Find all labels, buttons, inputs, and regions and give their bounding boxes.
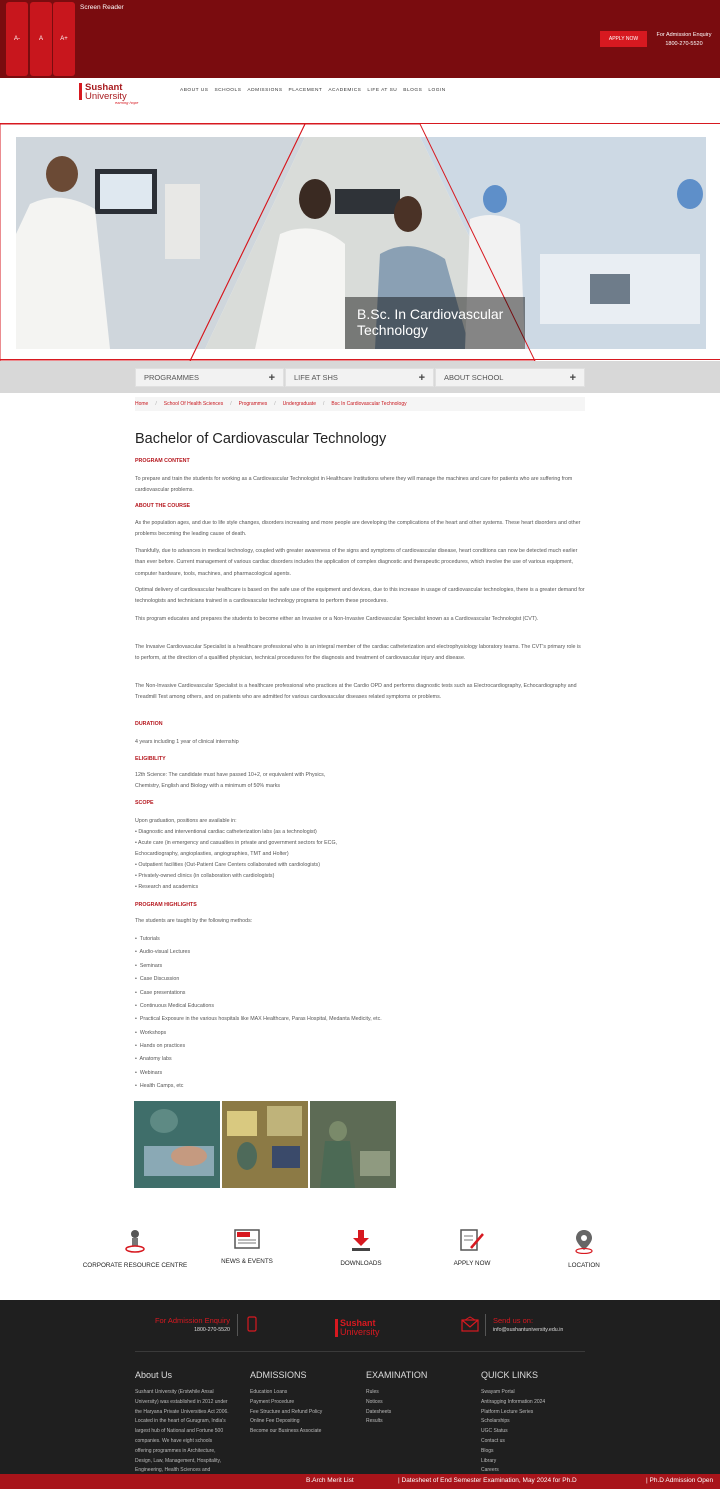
footer-link[interactable]: Payment Procedure (250, 1398, 295, 1405)
heading-about-course: ABOUT THE COURSE (135, 503, 191, 509)
download-icon (350, 1228, 372, 1252)
breadcrumb-school[interactable]: School Of Health Sciences (163, 401, 224, 407)
about-paragraph-3: Optimal delivery of cardiovascular healthcare is based on the safe use of the equipment and devices, due to this increase in usage of cardiovascular technologies, there is a greater demand for technologists and technicians trained in a cardiovascular technology programs to perform these procedures. (135, 587, 585, 605)
page-title: Bachelor of Cardiovascular Technology (135, 431, 387, 447)
breadcrumb: Home / School Of Health Sciences / Programmes / Undergraduate / Bsc In Cardiovascular Technology (135, 397, 585, 411)
scope-line: • Acute care (in emergency and casualties in private and government sectors for ECG, (135, 840, 338, 846)
gallery-photo-2 (222, 1101, 308, 1188)
list-item: • Case presentations (135, 990, 186, 996)
footer-logo-line2: University (340, 1327, 380, 1337)
ticker-item[interactable]: | Ph.D Admission Open (646, 1477, 714, 1484)
ticker-item[interactable]: | Datesheet of End Semester Examination, May 2024 for Ph.D (398, 1477, 577, 1484)
list-item: • Health Camps, etc (135, 1083, 184, 1089)
list-item: • Practical Exposure in the various hospitals like MAX Healthcare, Paras Hospital, Medanta Medicity, etc. (135, 1016, 382, 1022)
nav-schools[interactable]: SCHOOLS (214, 88, 242, 93)
heading-program-highlights: PROGRAM HIGHLIGHTS (135, 902, 197, 908)
accordion-label: PROGRAMMES (144, 373, 200, 382)
logo-text-line1: Sushant (85, 82, 123, 93)
logo-tagline: earning hope (115, 100, 139, 105)
logo-text-line2: University (85, 91, 127, 102)
list-item: • Continuous Medical Educations (135, 1003, 215, 1009)
plus-icon: + (418, 371, 425, 384)
footer-link[interactable]: Contact us (481, 1437, 505, 1444)
quicklink-location[interactable]: LOCATION (524, 1228, 644, 1269)
footer-link[interactable]: Platform Lecture Series (481, 1408, 534, 1415)
admission-enquiry[interactable] (650, 31, 718, 49)
scope-line: • Outpatient facilities (Out-Patient Care Centers collaborated with cardiologists) (135, 862, 320, 868)
scope-line: Echocardiography, angioplasties, angiographies, TMT and Holter) (135, 851, 289, 857)
accordion-label: ABOUT SCHOOL (444, 373, 504, 382)
footer-enquiry-label: For Admission Enquiry (154, 1316, 230, 1325)
eligibility-line-2: Chemistry, English and Biology with a minimum of 50% marks (135, 783, 281, 789)
footer-link[interactable]: Fee Structure and Refund Policy (250, 1408, 323, 1415)
footer-exam-title: EXAMINATION (366, 1370, 428, 1380)
highlights-intro: The students are taught by the following methods: (135, 918, 253, 924)
about-paragraph-5: The Invasive Cardiovascular Specialist is a healthcare professional who is an integral member of the cardiac catheterization and electrophysiology laboratory teams. The CVT's primary role is to perform, at the direction of a qualified physician, technical procedures for the diagnosis and treatment of cardiovascular injury and disease. (135, 644, 581, 662)
list-item: • Webinars (135, 1070, 163, 1076)
quicklink-news-events[interactable]: NEWS & EVENTS (187, 1228, 307, 1265)
footer-link[interactable]: Swayam Portal (481, 1389, 515, 1395)
scope-line: • Research and academics (135, 884, 199, 890)
eligibility-line-1: 12th Science: The candidate must have passed 10+2, or equivalent with Physics, (135, 772, 326, 778)
list-item: • Workshops (135, 1030, 167, 1036)
quicklink-apply-now[interactable]: APPLY NOW (412, 1228, 532, 1267)
footer-enquiry[interactable] (150, 1316, 230, 1333)
footer-link[interactable]: Careers (481, 1467, 499, 1474)
list-item: • Seminars (135, 963, 163, 969)
font-increase-button[interactable]: A+ (53, 2, 75, 76)
ticker-item[interactable]: B.Arch Merit List (306, 1477, 354, 1484)
news-ticker (0, 1474, 720, 1489)
breadcrumb-programmes[interactable]: Programmes (238, 401, 268, 407)
nav-admissions[interactable]: ADMISSIONS (247, 88, 283, 93)
phone-icon (247, 1316, 257, 1332)
footer-about-text: Sushant University (Erstwhile Ansal University) was established in 2012 under the Haryana Private Universities Act 2006. Located in the heart of Gurugram, India's largest hub of National and Fortune 500 companies. We have eight schools offering programmes in Architecture, Design, Law, Management, Hospitality, Engineering, Health Sciences and (135, 1389, 229, 1474)
scope-line: Upon graduation, positions are available in: (135, 818, 237, 824)
main-nav (180, 88, 446, 93)
newspaper-icon (234, 1228, 260, 1250)
footer-link[interactable]: Datesheets (366, 1408, 392, 1415)
nav-about-us[interactable]: ABOUT US (180, 88, 209, 93)
footer-admissions-links (250, 1388, 322, 1437)
list-item: • Case Discussion (135, 976, 180, 982)
breadcrumb-undergraduate[interactable]: Undergraduate (282, 401, 316, 407)
about-paragraph-1: As the population ages, and due to life style changes, disorders increasing and more people are developing the complications of the heart and other systems. These heart disorders and other problems becoming the leading cause of death. (135, 520, 581, 538)
footer-link[interactable]: Become our Business Associate (250, 1428, 322, 1435)
footer-link[interactable]: Online Fee Depositing (250, 1418, 300, 1425)
footer-quick-title: QUICK LINKS (481, 1370, 539, 1380)
nav-life-at-su[interactable]: LIFE AT SU (367, 88, 398, 93)
breadcrumb-current: Bsc In Cardiovascular Technology (331, 401, 407, 407)
scope-line: • Privately-owned clinics (in collaboration with cardiologists) (135, 873, 275, 879)
enquiry-label: For Admission Enquiry (656, 32, 712, 38)
plus-icon: + (268, 371, 275, 384)
font-reset-button[interactable]: A (30, 2, 52, 76)
nav-login[interactable]: LOGIN (428, 88, 446, 93)
footer-quick-links (481, 1388, 545, 1476)
footer-email[interactable]: info@sushantuniversity.edu.in (493, 1327, 564, 1333)
nav-placement[interactable]: PLACEMENT (288, 88, 323, 93)
accordion-life-at-shs[interactable] (285, 368, 434, 387)
about-paragraph-6: The Non-Invasive Cardiovascular Specialist is a healthcare professional who practices at the Cardio OPD and performs diagnostic tests such as Electrocardiography, Echocardiography and Treadmill Test among others, and on patients who are admitted for various cardiovascular diseases related symptoms or problems. (135, 683, 577, 701)
font-decrease-button[interactable]: A- (6, 2, 28, 76)
apply-now-button[interactable]: APPLY NOW (600, 31, 647, 47)
nav-blogs[interactable]: BLOGS (403, 88, 423, 93)
breadcrumb-home[interactable]: Home (135, 401, 149, 407)
accordion-label: LIFE AT SHS (294, 373, 338, 382)
heading-program-content: PROGRAM CONTENT (135, 458, 190, 464)
top-bar (0, 0, 720, 78)
heading-duration: DURATION (135, 721, 163, 727)
presenter-icon (123, 1228, 147, 1254)
accordion-about-school[interactable] (435, 368, 585, 387)
footer-link[interactable]: Education Loans (250, 1389, 288, 1395)
footer-send-label: Send us on: (493, 1316, 534, 1325)
about-paragraph-2: Thankfully, due to advances in medical technology, coupled with greater awareness of the signs and symptoms of cardiovascular disease, heart conditions can now be detected much earlier than ever before. Current management of various cardiac disorders includes the application of complex diagnostic and therapeutic procedures, which involve the use of various equipment, computer hardware, tools, machines, and pharmacological agents. (135, 548, 578, 577)
footer-link[interactable]: Scholarships (481, 1418, 510, 1425)
footer-about-title: About Us (135, 1370, 173, 1380)
footer-link[interactable]: Library (481, 1457, 497, 1464)
footer-exam-links (366, 1388, 391, 1427)
footer-logo-line1: Sushant (340, 1318, 376, 1328)
form-pen-icon (459, 1228, 485, 1252)
footer-link[interactable]: Results (366, 1418, 383, 1425)
logo-mark (79, 83, 82, 100)
nav-academics[interactable]: ACADEMICS (328, 88, 362, 93)
list-item: • Audio-visual Lectures (135, 949, 191, 955)
list-item: • Hands on practices (135, 1043, 186, 1049)
footer-link[interactable]: Antiragging Information 2024 (481, 1398, 546, 1405)
accordion-programmes[interactable] (135, 368, 284, 387)
footer-enquiry-phone[interactable]: 1800-270-5520 (194, 1327, 230, 1333)
quicklink-corporate-resource[interactable]: CORPORATE RESOURCE CENTRE (75, 1228, 195, 1269)
hero-title: B.Sc. In Cardiovascular Technology (357, 306, 504, 338)
footer-link[interactable]: Notices (366, 1398, 383, 1405)
mail-icon (461, 1316, 479, 1332)
screen-reader-link[interactable]: Screen Reader (80, 4, 124, 11)
heading-scope: SCOPE (135, 800, 154, 806)
heading-eligibility: ELIGIBILITY (135, 756, 166, 762)
enquiry-phone[interactable]: 1800-270-5520 (665, 41, 703, 47)
list-item: • Tutorials (135, 936, 160, 942)
program-content-text: To prepare and train the students for working as a Cardiovascular Technologist in Healthcare Institutions where they will manage the machines and care for patients who are suffering from cardiovascular problems. (135, 476, 573, 494)
footer-link[interactable]: Blogs (481, 1447, 494, 1454)
footer-link[interactable]: UGC Status (481, 1428, 508, 1435)
footer-admissions-title: ADMISSIONS (250, 1370, 307, 1380)
location-pin-icon (573, 1228, 595, 1254)
about-paragraph-4: This program educates and prepares the students to become either an Invasive or a Non-Invasive Cardiovascular Specialist known as a Cardiovascular Technologist (CVT). (135, 616, 539, 622)
footer-link[interactable]: Rules (366, 1389, 379, 1395)
gallery-photo-3 (310, 1101, 396, 1188)
quicklink-downloads[interactable]: DOWNLOADS (301, 1228, 421, 1267)
scope-line: • Diagnostic and interventional cardiac catheterization labs (as a technologist) (135, 829, 317, 835)
footer-email-block[interactable] (493, 1316, 563, 1333)
list-item: • Anatomy labs (135, 1056, 172, 1062)
gallery-photo-1 (134, 1101, 220, 1188)
duration-text: 4 years including 1 year of clinical internship (135, 739, 239, 745)
plus-icon: + (569, 371, 576, 384)
